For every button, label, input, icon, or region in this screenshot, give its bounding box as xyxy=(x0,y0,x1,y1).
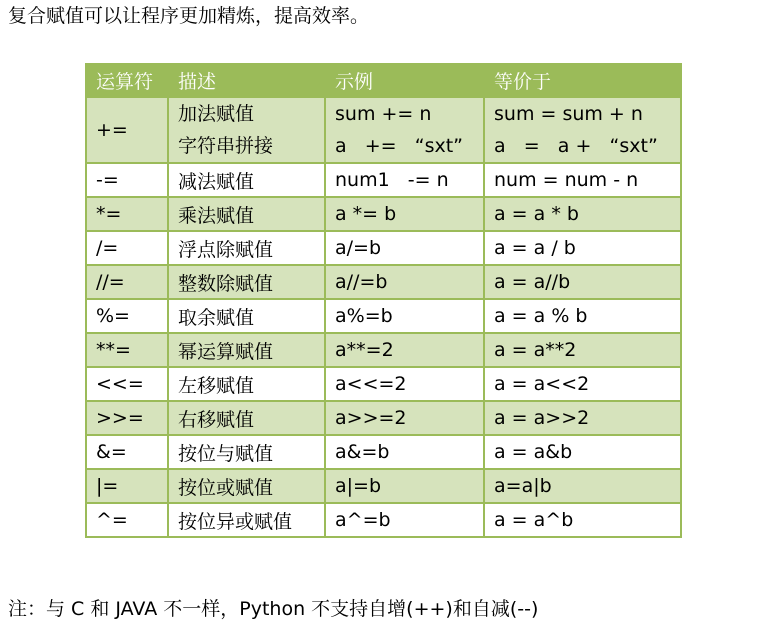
description-text: 按位或赋值 xyxy=(178,476,274,499)
description-text: 取余赋值 xyxy=(178,306,255,329)
table-row xyxy=(86,97,681,163)
equivalent-cell xyxy=(484,265,681,299)
equivalent-text: a = a>>2 xyxy=(494,407,590,429)
description-cell xyxy=(168,265,325,299)
description-text: 减法赋值 xyxy=(178,170,255,193)
example-text: num1 -= n xyxy=(335,169,449,191)
example-cell xyxy=(325,163,484,197)
equivalent-text: a = a^b xyxy=(494,509,574,531)
operator-text: <<= xyxy=(96,373,144,395)
description-text: 乘法赋值 xyxy=(178,204,255,227)
table-row xyxy=(86,265,681,299)
table-row xyxy=(86,367,681,401)
table-row xyxy=(86,469,681,503)
description-cell xyxy=(168,97,325,163)
equivalent-text: a = a / b xyxy=(494,237,576,259)
equivalent-text: a = a&b xyxy=(494,441,573,463)
description-cell xyxy=(168,469,325,503)
equivalent-cell xyxy=(484,367,681,401)
operator-cell xyxy=(86,367,168,401)
operator-cell xyxy=(86,265,168,299)
equivalent-cell xyxy=(484,197,681,231)
example-text: sum += n xyxy=(335,103,432,125)
description-cell xyxy=(168,231,325,265)
header-description: 描述 xyxy=(168,64,325,97)
description-cell xyxy=(168,401,325,435)
description-cell xyxy=(168,333,325,367)
operator-text: *= xyxy=(96,203,122,225)
operator-cell xyxy=(86,163,168,197)
example-cell xyxy=(325,401,484,435)
operator-text: += xyxy=(96,119,128,141)
equivalent-cell xyxy=(484,469,681,503)
equivalent-text: a=a|b xyxy=(494,475,552,497)
description-cell xyxy=(168,197,325,231)
intro-text: 复合赋值可以让程序更加精炼，提高效率。 xyxy=(8,5,370,27)
table-row xyxy=(86,503,681,537)
operator-cell xyxy=(86,503,168,537)
header-example: 示例 xyxy=(325,64,484,97)
equivalent-text: a = a + “sxt” xyxy=(494,135,658,157)
description-cell xyxy=(168,503,325,537)
description-text: 幂运算赋值 xyxy=(178,340,274,363)
operator-cell xyxy=(86,435,168,469)
description-cell xyxy=(168,299,325,333)
example-text: a>>=2 xyxy=(335,407,407,429)
operator-text: >>= xyxy=(96,407,144,429)
description-text: 整数除赋值 xyxy=(178,272,274,295)
example-cell xyxy=(325,469,484,503)
equivalent-cell xyxy=(484,299,681,333)
description-cell xyxy=(168,435,325,469)
operator-cell xyxy=(86,333,168,367)
equivalent-text: num = num - n xyxy=(494,169,639,191)
equivalent-cell xyxy=(484,401,681,435)
table-row xyxy=(86,163,681,197)
example-text: a|=b xyxy=(335,475,382,497)
example-text: a//=b xyxy=(335,271,388,293)
example-cell xyxy=(325,265,484,299)
operator-text: &= xyxy=(96,441,127,463)
example-text: a<<=2 xyxy=(335,373,407,395)
equivalent-cell xyxy=(484,435,681,469)
equivalent-text: a = a<<2 xyxy=(494,373,590,395)
table-row xyxy=(86,333,681,367)
operator-text: ^= xyxy=(96,509,128,531)
operator-cell xyxy=(86,401,168,435)
equivalent-text: sum = sum + n xyxy=(494,103,643,125)
description-text: 按位与赋值 xyxy=(178,442,274,465)
operator-text: %= xyxy=(96,305,130,327)
example-text: a**=2 xyxy=(335,339,394,361)
operator-text: |= xyxy=(96,475,119,497)
example-cell xyxy=(325,435,484,469)
header-operator: 运算符 xyxy=(86,64,168,97)
operator-table xyxy=(85,63,682,538)
table-row xyxy=(86,401,681,435)
operator-text: //= xyxy=(96,271,125,293)
equivalent-cell xyxy=(484,163,681,197)
table-row xyxy=(86,299,681,333)
operator-text: **= xyxy=(96,339,131,361)
equivalent-cell xyxy=(484,97,681,163)
footnote: 注：与 C 和 JAVA 不一样，Python 不支持自增(++)和自减(--) xyxy=(8,598,539,620)
operator-cell xyxy=(86,197,168,231)
operator-cell xyxy=(86,299,168,333)
equivalent-text: a = a//b xyxy=(494,271,571,293)
example-cell xyxy=(325,231,484,265)
table-row xyxy=(86,197,681,231)
description-text: 加法赋值 xyxy=(178,103,255,125)
description-cell xyxy=(168,367,325,401)
equivalent-text: a = a * b xyxy=(494,203,579,225)
operator-cell xyxy=(86,97,168,163)
example-text: a%=b xyxy=(335,305,393,327)
description-text: 浮点除赋值 xyxy=(178,238,274,261)
operator-cell xyxy=(86,469,168,503)
table-header-row xyxy=(86,64,681,97)
example-text: a&=b xyxy=(335,441,390,463)
equivalent-cell xyxy=(484,231,681,265)
operator-cell xyxy=(86,231,168,265)
example-cell xyxy=(325,367,484,401)
example-text: a^=b xyxy=(335,509,391,531)
example-cell xyxy=(325,503,484,537)
description-text: 字符串拼接 xyxy=(178,135,274,157)
example-cell xyxy=(325,197,484,231)
description-text: 右移赋值 xyxy=(178,408,255,431)
table-row xyxy=(86,231,681,265)
header-equivalent: 等价于 xyxy=(484,64,681,97)
example-cell xyxy=(325,299,484,333)
example-text: a += “sxt” xyxy=(335,135,463,157)
example-cell xyxy=(325,333,484,367)
table-row xyxy=(86,435,681,469)
equivalent-text: a = a**2 xyxy=(494,339,577,361)
operator-text: /= xyxy=(96,237,119,259)
equivalent-cell xyxy=(484,503,681,537)
equivalent-text: a = a % b xyxy=(494,305,588,327)
description-text: 按位异或赋值 xyxy=(178,510,293,533)
description-cell xyxy=(168,163,325,197)
example-cell xyxy=(325,97,484,163)
example-text: a *= b xyxy=(335,203,397,225)
example-text: a/=b xyxy=(335,237,382,259)
operator-text: -= xyxy=(96,169,119,191)
description-text: 左移赋值 xyxy=(178,374,255,397)
equivalent-cell xyxy=(484,333,681,367)
